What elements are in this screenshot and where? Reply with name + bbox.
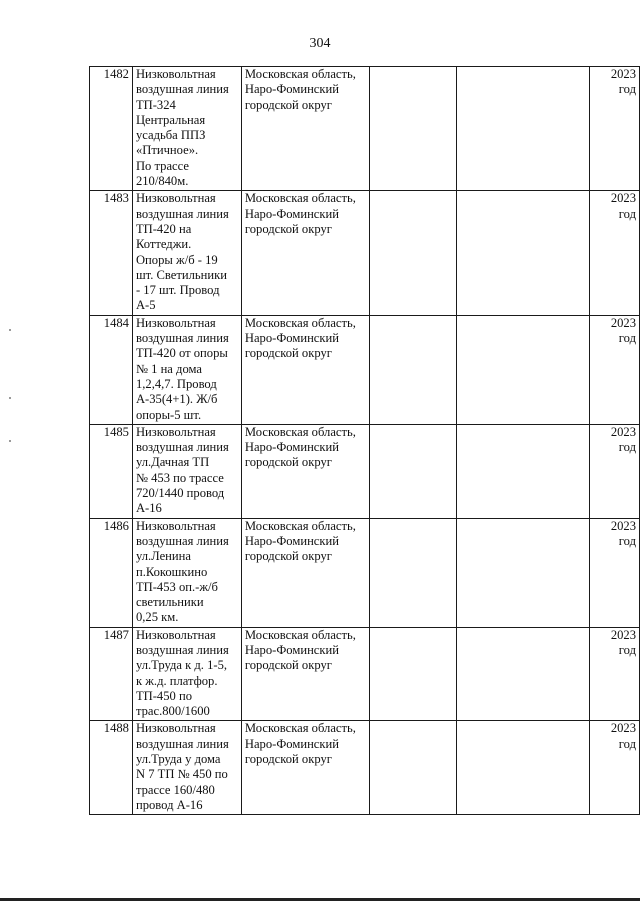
- location-cell: Московская область, Наро-Фоминский городской округ: [241, 315, 369, 424]
- empty-cell-1: [369, 424, 457, 518]
- empty-cell-1: [369, 315, 457, 424]
- object-name-cell: Низковольтная воздушная линия ул.Труда у дома N 7 ТП № 450 по трассе 160/480 провод А-16: [132, 721, 241, 815]
- object-name-cell: Низковольтная воздушная линия ул.Ленина п.Кокошкино ТП-453 оп.-ж/б светильники 0,25 км.: [132, 518, 241, 627]
- object-name-cell: Низковольтная воздушная линия ТП-420 на Коттеджи. Опоры ж/б - 19 шт. Светильники - 17 шт. Провод А-5: [132, 191, 241, 315]
- row-number-cell: 1482: [90, 67, 133, 191]
- empty-cell-1: [369, 67, 457, 191]
- empty-cell-1: [369, 191, 457, 315]
- scan-mark: [9, 440, 11, 442]
- scan-mark: [9, 329, 11, 331]
- year-cell: 2023 год: [590, 191, 640, 315]
- row-number-cell: 1487: [90, 627, 133, 721]
- empty-cell-2: [457, 67, 590, 191]
- table-row: [90, 721, 640, 815]
- row-number-cell: 1488: [90, 721, 133, 815]
- empty-cell-1: [369, 518, 457, 627]
- year-cell: 2023 год: [590, 315, 640, 424]
- registry-table: [89, 66, 640, 815]
- empty-cell-2: [457, 627, 590, 721]
- object-name-cell: Низковольтная воздушная линия ТП-324 Центральная усадьба ППЗ «Птичное». По трассе 210/840м.: [132, 67, 241, 191]
- object-name-cell: Низковольтная воздушная линия ул.Дачная ТП № 453 по трассе 720/1440 провод А-16: [132, 424, 241, 518]
- year-cell: 2023 год: [590, 424, 640, 518]
- empty-cell-2: [457, 191, 590, 315]
- year-cell: 2023 год: [590, 518, 640, 627]
- location-cell: Московская область, Наро-Фоминский городской округ: [241, 627, 369, 721]
- empty-cell-2: [457, 315, 590, 424]
- location-cell: Московская область, Наро-Фоминский городской округ: [241, 518, 369, 627]
- empty-cell-2: [457, 424, 590, 518]
- empty-cell-1: [369, 721, 457, 815]
- table-row: [90, 627, 640, 721]
- year-cell: 2023 год: [590, 67, 640, 191]
- location-cell: Московская область, Наро-Фоминский городской округ: [241, 721, 369, 815]
- year-cell: 2023 год: [590, 627, 640, 721]
- registry-table-body: [90, 67, 640, 815]
- table-row: [90, 518, 640, 627]
- empty-cell-1: [369, 627, 457, 721]
- table-row: [90, 67, 640, 191]
- location-cell: Московская область, Наро-Фоминский городской округ: [241, 67, 369, 191]
- object-name-cell: Низковольтная воздушная линия ТП-420 от опоры № 1 на дома 1,2,4,7. Провод А-35(4+1). Ж/б опоры-5 шт.: [132, 315, 241, 424]
- empty-cell-2: [457, 518, 590, 627]
- scan-mark: [9, 397, 11, 399]
- empty-cell-2: [457, 721, 590, 815]
- location-cell: Московская область, Наро-Фоминский городской округ: [241, 424, 369, 518]
- row-number-cell: 1486: [90, 518, 133, 627]
- page-number: 304: [309, 36, 331, 51]
- row-number-cell: 1484: [90, 315, 133, 424]
- year-cell: 2023 год: [590, 721, 640, 815]
- table-row: [90, 315, 640, 424]
- object-name-cell: Низковольтная воздушная линия ул.Труда к д. 1-5, к ж.д. платфор. ТП-450 по трас.800/1600: [132, 627, 241, 721]
- table-row: [90, 424, 640, 518]
- row-number-cell: 1483: [90, 191, 133, 315]
- table-row: [90, 191, 640, 315]
- row-number-cell: 1485: [90, 424, 133, 518]
- location-cell: Московская область, Наро-Фоминский городской округ: [241, 191, 369, 315]
